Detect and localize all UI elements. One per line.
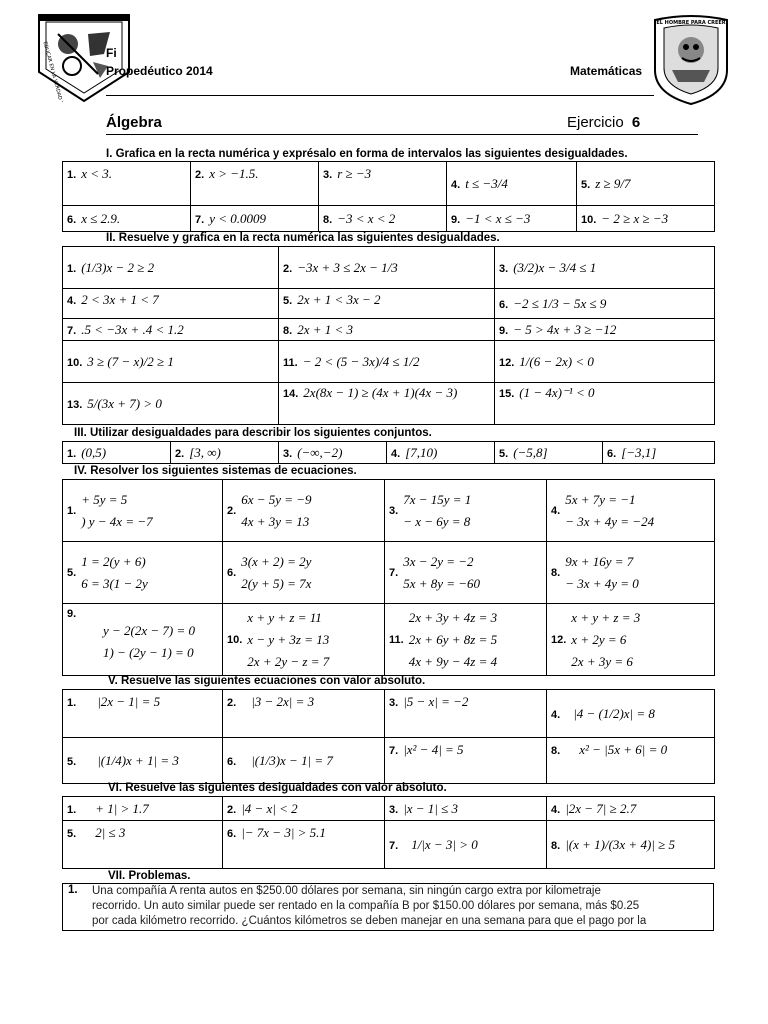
problem-number: 1. [68,884,78,896]
s1-item-9: 9. −1 < x ≤ −3 [447,206,577,232]
right-school-seal [652,14,730,106]
s6-item-3: 3. |x − 1| ≤ 3 [385,797,547,821]
s4-2-eq1: 6x − 5y = −9 [241,491,312,507]
svg-text:EDUCAR EN LA VERDAD Y EN EL HO: EDUCAR EN LA VERDAD [41,41,63,101]
s1-item-7: 7. y < 0.0009 [191,206,319,232]
s4-3-eq1: 7x − 15y = 1 [403,491,472,507]
s4-item-6: 6. 3(x + 2) = 2y 2(y + 5) = 7x [223,542,385,604]
s3-item-1: 1. (0,5) [63,442,171,464]
s5-item-2: 2. |3 − 2x| = 3 [223,690,385,738]
s1-item-5: 5. z ≥ 9/7 [577,162,715,206]
s4-item-10: 10. x + y + z = 11 x − y + 3z = 13 2x + 2y − z = 7 [223,604,385,676]
s4-1-eq1: + 5y = 5 [81,491,128,507]
section-6-title: VI. Resuelve las siguientes desigualdades con valor absoluto. [108,782,447,794]
s4-10-eq1: x + y + z = 11 [247,609,322,625]
s4-4-eq1: 5x + 7y = −1 [565,491,636,507]
s2-item-9: 9. − 5 > 4x + 3 ≥ −12 [495,319,715,341]
section-6-table [62,796,715,869]
s1-item-6: 6. x ≤ 2.9. [63,206,191,232]
header-rule [106,95,654,96]
s4-item-9: 9. y − 2(2x − 7) = 0 1) − (2y − 1) = 0 [63,604,223,676]
section-2-title: II. Resuelve y grafica en la recta numérica las siguientes desigualdades. [106,232,500,244]
s2-item-13: 13. 5/(3x + 7) > 0 [63,383,279,425]
problem-line-1: Una compañía A renta autos en $250.00 dólares por semana, sin ningún cargo extra por kilometraje [92,885,601,897]
s4-9-eq2: 1) − (2y − 1) = 0 [103,645,194,660]
problem-line-2: recorrido. Un auto similar puede ser rentado en la compañía B por $150.00 dólares por semana, más $0.25 [92,900,640,912]
section-7-title: VII. Problemas. [108,870,191,882]
s3-item-5: 5. (−5,8] [495,442,603,464]
s4-3-eq2: − x − 6y = 8 [403,513,471,529]
s4-5-eq1: 1 = 2(y + 6) [81,553,146,569]
section-3-table [62,441,715,464]
s4-8-eq1: 9x + 16y = 7 [565,553,634,569]
s1-item-10: 10. − 2 ≥ x ≥ −3 [577,206,715,232]
s2-item-10: 10. 3 ≥ (7 − x)/2 ≥ 1 [63,341,279,383]
section-5-table [62,689,715,784]
header-subject: Matemáticas [570,64,643,78]
s1-item-3: 3. r ≥ −3 [319,162,447,206]
s3-item-2: 2. [3, ∞) [171,442,279,464]
s4-11-eq1: 2x + 3y + 4z = 3 [408,609,498,625]
header-course: Propedéutico 2014 [106,64,213,78]
s4-item-11: 11. 2x + 3y + 4z = 3 2x + 6y + 8z = 5 4x + 9y − 4z = 4 [385,604,547,676]
s4-item-7: 7. 3x − 2y = −2 5x + 8y = −60 [385,542,547,604]
s4-12-eq2: x + 2y = 6 [571,631,627,647]
s6-item-6: 6. |− 7x − 3| > 5.1 [223,821,385,869]
s4-item-3: 3. 7x − 15y = 1 − x − 6y = 8 [385,480,547,542]
problem-line-3: por cada kilómetro recorrido. ¿Cuántos kilómetros se deben manejar en una semana para que el pago por la [92,915,647,927]
s5-item-3: 3. |5 − x| = −2 [385,690,547,738]
section-5-title: V. Resuelve las siguientes ecuaciones con valor absoluto. [108,675,426,687]
s1-item-1: 1. x < 3. [63,162,191,206]
s2-item-2: 2. −3x + 3 ≤ 2x − 1/3 [279,247,495,289]
section-4-title: IV. Resolver los siguientes sistemas de ecuaciones. [74,465,357,477]
s4-10-eq3: 2x + 2y − z = 7 [247,653,330,669]
s4-7-eq2: 5x + 8y = −60 [403,575,481,591]
s2-item-4: 4. 2 < 3x + 1 < 7 [63,289,279,319]
s2-item-1: 1. (1/3)x − 2 ≥ 2 [63,247,279,289]
s1-item-4: 4. t ≤ −3/4 [447,162,577,206]
section-2-table [62,246,715,425]
section-4-table [62,479,715,676]
s4-10-eq2: x − y + 3z = 13 [247,631,330,647]
s2-item-6: 6. −2 ≤ 1/3 − 5x ≤ 9 [495,289,715,319]
section-1-table [62,161,715,232]
s2-item-14: 14. 2x(8x − 1) ≥ (4x + 1)(4x − 3) [279,383,495,425]
s4-7-eq1: 3x − 2y = −2 [403,553,474,569]
s5-item-6: 6. |(1/3)x − 1| = 7 [223,738,385,784]
s4-item-8: 8. 9x + 16y = 7 − 3x + 4y = 0 [547,542,715,604]
s5-item-7: 7. |x² − 4| = 5 [385,738,547,784]
s5-item-5: 5. |(1/4)x + 1| = 3 [63,738,223,784]
s4-6-eq1: 3(x + 2) = 2y [241,553,312,569]
s2-item-8: 8. 2x + 1 < 3 [279,319,495,341]
s4-11-eq2: 2x + 6y + 8z = 5 [408,631,498,647]
s2-item-11: 11. − 2 < (5 − 3x)/4 ≤ 1/2 [279,341,495,383]
s4-1-eq2: ) y − 4x = −7 [81,513,153,529]
s5-item-8: 8. x² − |5x + 6| = 0 [547,738,715,784]
s3-item-4: 4. [7,10) [387,442,495,464]
s4-12-eq3: 2x + 3y = 6 [571,653,633,669]
s1-item-2: 2. x > −1.5. [191,162,319,206]
s4-11-eq3: 4x + 9y − 4z = 4 [408,653,498,669]
s4-9-eq1: y − 2(2x − 7) = 0 [103,623,196,638]
s4-item-4: 4. 5x + 7y = −1 − 3x + 4y = −24 [547,480,715,542]
section-3-title: III. Utilizar desigualdades para describir los siguientes conjuntos. [74,427,432,439]
s6-item-4: 4. |2x − 7| ≥ 2.7 [547,797,715,821]
s6-item-8: 8. |(x + 1)/(3x + 4)| ≥ 5 [547,821,715,869]
topic-rule [106,134,698,135]
s6-item-7: 7. 1/|x − 3| > 0 [385,821,547,869]
s2-item-5: 5. 2x + 1 < 3x − 2 [279,289,495,319]
s4-item-1: 1. + 5y = 5 ) y − 4x = −7 [63,480,223,542]
s4-5-eq2: 6 = 3(1 − 2y [81,575,148,591]
s6-item-1: 1. + 1| > 1.7 [63,797,223,821]
s3-item-3: 3. (−∞,−2) [279,442,387,464]
s5-item-1: 1. |2x − 1| = 5 [63,690,223,738]
s4-12-eq1: x + y + z = 3 [571,609,641,625]
s6-item-5: 5. 2| ≤ 3 [63,821,223,869]
s4-item-5: 5. 1 = 2(y + 6) 6 = 3(1 − 2y [63,542,223,604]
header-line1: Fi [106,46,117,60]
s4-4-eq2: − 3x + 4y = −24 [565,513,655,529]
s4-2-eq2: 4x + 3y = 13 [241,513,310,529]
s4-6-eq2: 2(y + 5) = 7x [241,575,312,591]
s2-item-15: 15. (1 − 4x)⁻¹ < 0 [495,383,715,425]
s2-item-3: 3. (3/2)x − 3/4 ≤ 1 [495,247,715,289]
exercise-label [567,114,640,131]
s5-item-4: 4. |4 − (1/2)x| = 8 [547,690,715,738]
s4-8-eq2: − 3x + 4y = 0 [565,575,639,591]
s4-item-2: 2. 6x − 5y = −9 4x + 3y = 13 [223,480,385,542]
s6-item-2: 2. |4 − x| < 2 [223,797,385,821]
exercise-word: Ejercicio [567,114,624,131]
s2-item-7: 7. .5 < −3x + .4 < 1.2 [63,319,279,341]
s3-item-6: 6. [−3,1] [603,442,715,464]
exercise-number: 6 [631,114,641,131]
topic-title: Álgebra [106,114,162,131]
section-1-title: I. Grafica en la recta numérica y exprésalo en forma de intervalos las siguientes desigualdades. [106,148,628,160]
s4-item-12: 12. x + y + z = 3 x + 2y = 6 2x + 3y = 6 [547,604,715,676]
svg-text:EL HOMBRE PARA CREER: EL HOMBRE PARA CREER [656,20,726,26]
s2-item-12: 12. 1/(6 − 2x) < 0 [495,341,715,383]
s1-item-8: 8. −3 < x < 2 [319,206,447,232]
